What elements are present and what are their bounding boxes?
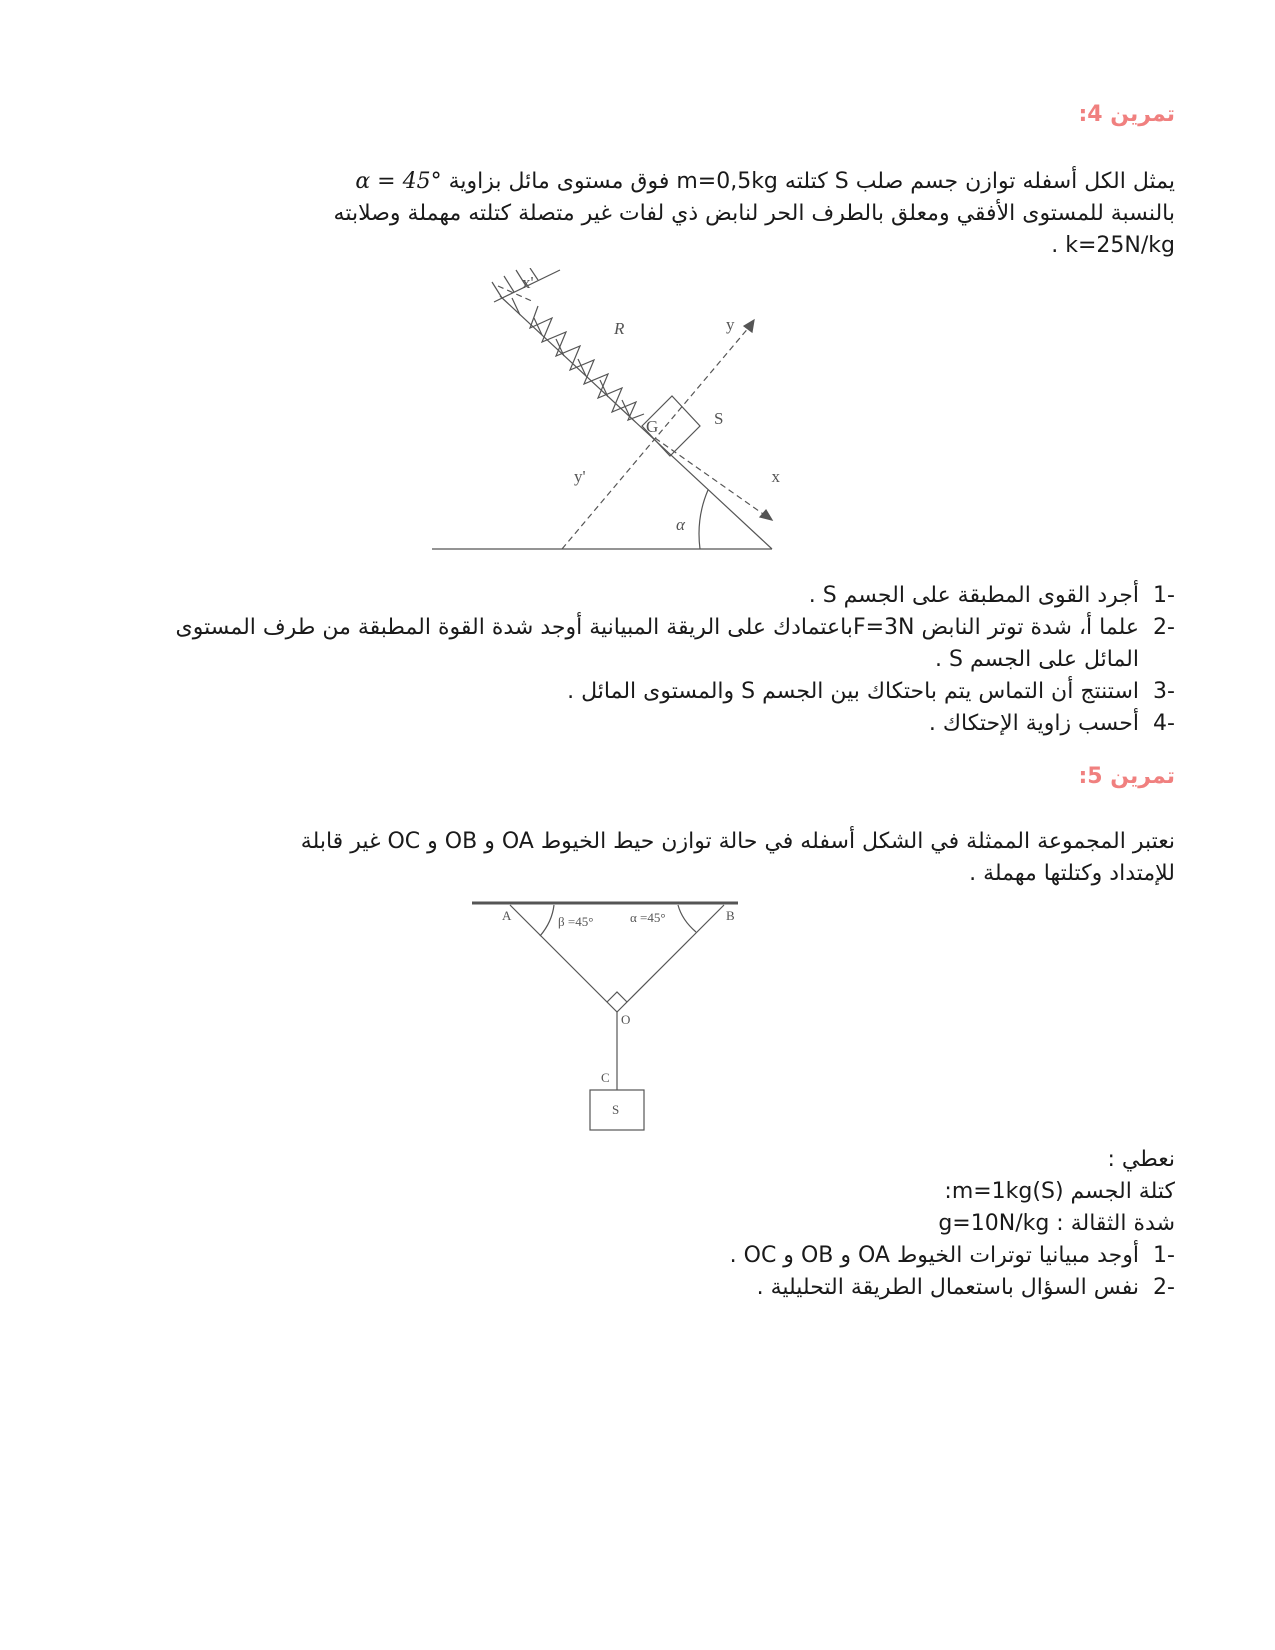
exercise-5-questions bbox=[129, 1240, 1175, 1304]
inclined-plane-figure bbox=[430, 268, 780, 558]
alpha-arc bbox=[678, 905, 696, 932]
label-r: R bbox=[614, 319, 625, 338]
label-alpha: α bbox=[676, 515, 685, 534]
given-gravity: شدة الثقالة : g=10N/kg bbox=[938, 1211, 1175, 1236]
right-angle-mark bbox=[607, 992, 627, 1002]
label-a: A bbox=[502, 908, 512, 923]
given-data bbox=[575, 1144, 1175, 1240]
given-mass: كتلة الجسم (S)m=1kg: bbox=[944, 1179, 1175, 1204]
question-text: علما أ، شدة توتر النابض F=3Nباعتمادك على الريقة المبيانية أوجد شدة القوة المطبقة من طرف المستوى المائل على الجسم S . bbox=[175, 615, 1139, 672]
exercise-5-intro-line-2: للإمتداد وكتلتها مهملة . bbox=[969, 861, 1175, 886]
question-item bbox=[129, 580, 1175, 612]
label-c: C bbox=[601, 1070, 610, 1085]
label-x: x bbox=[771, 467, 780, 486]
question-number: -2 bbox=[1153, 1275, 1175, 1300]
question-number: -1 bbox=[1153, 583, 1175, 608]
label-s: S bbox=[714, 409, 724, 428]
label-y-prime: y' bbox=[574, 467, 586, 486]
label-g: G bbox=[646, 417, 659, 436]
question-text: نفس السؤال باستعمال الطريقة التحليلية . bbox=[756, 1275, 1139, 1300]
question-text: أجرد القوى المطبقة على الجسم S . bbox=[808, 583, 1139, 608]
question-item bbox=[129, 612, 1175, 676]
question-number: -3 bbox=[1153, 679, 1175, 704]
question-text: استنتج أن التماس يتم باحتكاك بين الجسم S والمستوى المائل . bbox=[567, 679, 1139, 704]
exercise-4-title: تمرين 4: bbox=[1078, 102, 1175, 127]
question-item bbox=[129, 1272, 1175, 1304]
incline-hatching bbox=[512, 298, 630, 417]
question-number: -2 bbox=[1153, 615, 1175, 640]
exercise-5-intro bbox=[130, 826, 1175, 890]
question-item bbox=[129, 1240, 1175, 1272]
beta-arc bbox=[540, 905, 554, 936]
alpha-angle-value: α = 45° bbox=[355, 169, 442, 194]
given-title: نعطي : bbox=[1107, 1147, 1175, 1172]
question-text: أحسب زاوية الإحتكاك . bbox=[928, 711, 1139, 736]
label-o: O bbox=[621, 1012, 631, 1027]
x-axis bbox=[655, 438, 766, 516]
label-b: B bbox=[726, 908, 735, 923]
y-axis bbox=[562, 326, 750, 549]
label-alpha: α =45° bbox=[630, 910, 666, 925]
alpha-arc bbox=[699, 490, 708, 549]
spring bbox=[530, 306, 644, 420]
label-y: y bbox=[726, 315, 735, 334]
label-x-prime: x' bbox=[522, 273, 534, 292]
exercise-4-intro bbox=[130, 166, 1175, 262]
question-number: -1 bbox=[1153, 1243, 1175, 1268]
strings-figure bbox=[470, 900, 742, 1136]
question-item bbox=[129, 708, 1175, 740]
exercise-4-intro-line-2: بالنسبة للمستوى الأفقي ومعلق بالطرف الحر لنابض ذي لفات غير متصلة كتلته مهملة وصلابته bbox=[333, 201, 1175, 226]
label-beta: β =45° bbox=[558, 914, 594, 929]
exercise-5-intro-line-1: نعتبر المجموعة الممثلة في الشكل أسفله في حالة توازن حيط الخيوط OA و OB و OC غير قابلة bbox=[300, 829, 1175, 854]
y-axis-arrow bbox=[744, 320, 754, 332]
x-axis-arrow bbox=[760, 510, 772, 520]
exercise-4-intro-line-3: k=25N/kg . bbox=[1051, 233, 1175, 258]
question-item bbox=[129, 676, 1175, 708]
exercise-5-title: تمرين 5: bbox=[1078, 764, 1175, 789]
question-text: أوجد مبيانيا توترات الخيوط OA و OB و OC . bbox=[729, 1243, 1139, 1268]
exercise-4-questions bbox=[129, 580, 1175, 740]
question-number: -4 bbox=[1153, 711, 1175, 736]
exercise-4-intro-line-1 bbox=[130, 166, 1175, 198]
label-s: S bbox=[612, 1102, 620, 1117]
intro-line-1-text: يمثل الكل أسفله توازن جسم صلب S كتلته m=0,5kg فوق مستوى مائل بزاوية bbox=[448, 169, 1175, 194]
